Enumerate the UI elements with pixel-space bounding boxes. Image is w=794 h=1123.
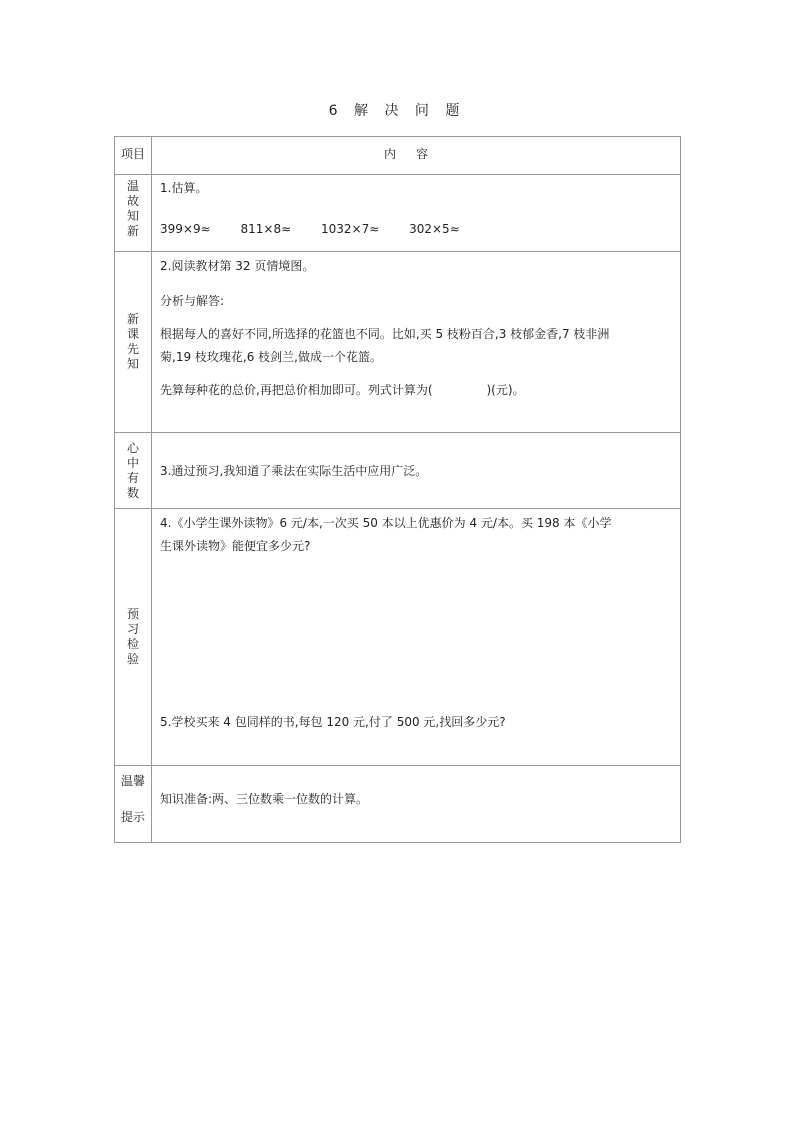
label-char: 新 bbox=[126, 312, 139, 326]
section-summary-label bbox=[115, 441, 151, 501]
label-char: 预 bbox=[126, 607, 139, 621]
section-check-row bbox=[115, 509, 681, 766]
label-char: 验 bbox=[126, 652, 139, 666]
estimate-item: 399×9≈ bbox=[160, 222, 211, 236]
section-check-label bbox=[115, 607, 151, 667]
question-4-line-2: 生课外读物》能便宜多少元? bbox=[160, 539, 311, 553]
formula-suffix: )(元)。 bbox=[486, 383, 525, 397]
label-char: 温 bbox=[126, 179, 139, 193]
header-content-label: 内容 bbox=[383, 147, 448, 161]
section-new-lesson-content-cell bbox=[152, 252, 681, 433]
scenario-line-2: 菊,19 枝玫瑰花,6 枝剑兰,做成一个花篮。 bbox=[160, 350, 382, 364]
label-char: 知 bbox=[126, 209, 139, 223]
label-char: 新 bbox=[126, 224, 139, 238]
label-char: 心 bbox=[126, 440, 139, 455]
question-3: 3.通过预习,我知道了乘法在实际生活中应用广泛。 bbox=[160, 463, 428, 478]
lesson-table bbox=[114, 136, 681, 843]
label-char: 知 bbox=[126, 357, 139, 371]
label-char: 故 bbox=[126, 194, 139, 208]
formula-line bbox=[160, 380, 674, 400]
section-new-lesson-label bbox=[115, 312, 151, 372]
question-4-line-1: 4.《小学生课外读物》6 元/本,一次买 50 本以上优惠价为 4 元/本。买 198 本《小学 bbox=[160, 516, 612, 530]
question-5: 5.学校买来 4 包同样的书,每包 120 元,付了 500 元,找回多少元? bbox=[160, 715, 506, 729]
section-tip-content-cell bbox=[152, 766, 681, 843]
page-title: 6 解 决 问 题 bbox=[328, 103, 466, 119]
section-summary-content-cell bbox=[152, 433, 681, 509]
formula-prefix: 先算每种花的总价,再把总价相加即可。列式计算为( bbox=[160, 383, 433, 397]
label-char: 温馨 bbox=[120, 774, 145, 788]
label-char: 数 bbox=[126, 485, 139, 500]
estimate-item: 1032×7≈ bbox=[320, 222, 380, 236]
label-char: 习 bbox=[126, 622, 139, 636]
table-header-row bbox=[115, 137, 681, 175]
scenario-line-1: 根据每人的喜好不同,所选择的花篮也不同。比如,买 5 枝粉百合,3 枝郁金香,7 枝非洲 bbox=[160, 327, 610, 341]
section-review-label bbox=[115, 175, 151, 239]
header-content-cell bbox=[152, 137, 681, 175]
label-char: 先 bbox=[126, 342, 139, 356]
section-check-content-cell bbox=[152, 509, 681, 766]
header-item-cell bbox=[115, 137, 152, 175]
question-2: 2.阅读教材第 32 页情境图。 bbox=[160, 259, 315, 273]
section-summary-row bbox=[115, 433, 681, 509]
header-item-label: 项目 bbox=[120, 147, 145, 161]
label-char: 课 bbox=[126, 327, 139, 341]
label-char: 检 bbox=[126, 637, 139, 651]
section-new-lesson-label-cell bbox=[115, 252, 152, 433]
label-char: 中 bbox=[126, 455, 139, 470]
section-review-label-cell bbox=[115, 175, 152, 252]
section-review-row bbox=[115, 175, 681, 252]
label-char: 有 bbox=[126, 470, 139, 485]
section-tip-row bbox=[115, 766, 681, 843]
section-review-content-cell bbox=[152, 175, 681, 252]
question-1: 1.估算。 bbox=[160, 181, 208, 195]
section-new-lesson-row bbox=[115, 252, 681, 433]
section-tip-label-cell bbox=[115, 766, 152, 843]
section-check-label-cell bbox=[115, 509, 152, 766]
estimate-list bbox=[160, 219, 674, 239]
section-tip-label bbox=[115, 766, 151, 826]
label-char: 提示 bbox=[120, 810, 145, 824]
section-summary-label-cell bbox=[115, 433, 152, 509]
estimate-item: 811×8≈ bbox=[240, 222, 292, 236]
tip-text: 知识准备:两、三位数乘一位数的计算。 bbox=[160, 792, 369, 806]
estimate-item: 302×5≈ bbox=[409, 222, 460, 236]
analysis-heading: 分析与解答: bbox=[160, 294, 225, 308]
